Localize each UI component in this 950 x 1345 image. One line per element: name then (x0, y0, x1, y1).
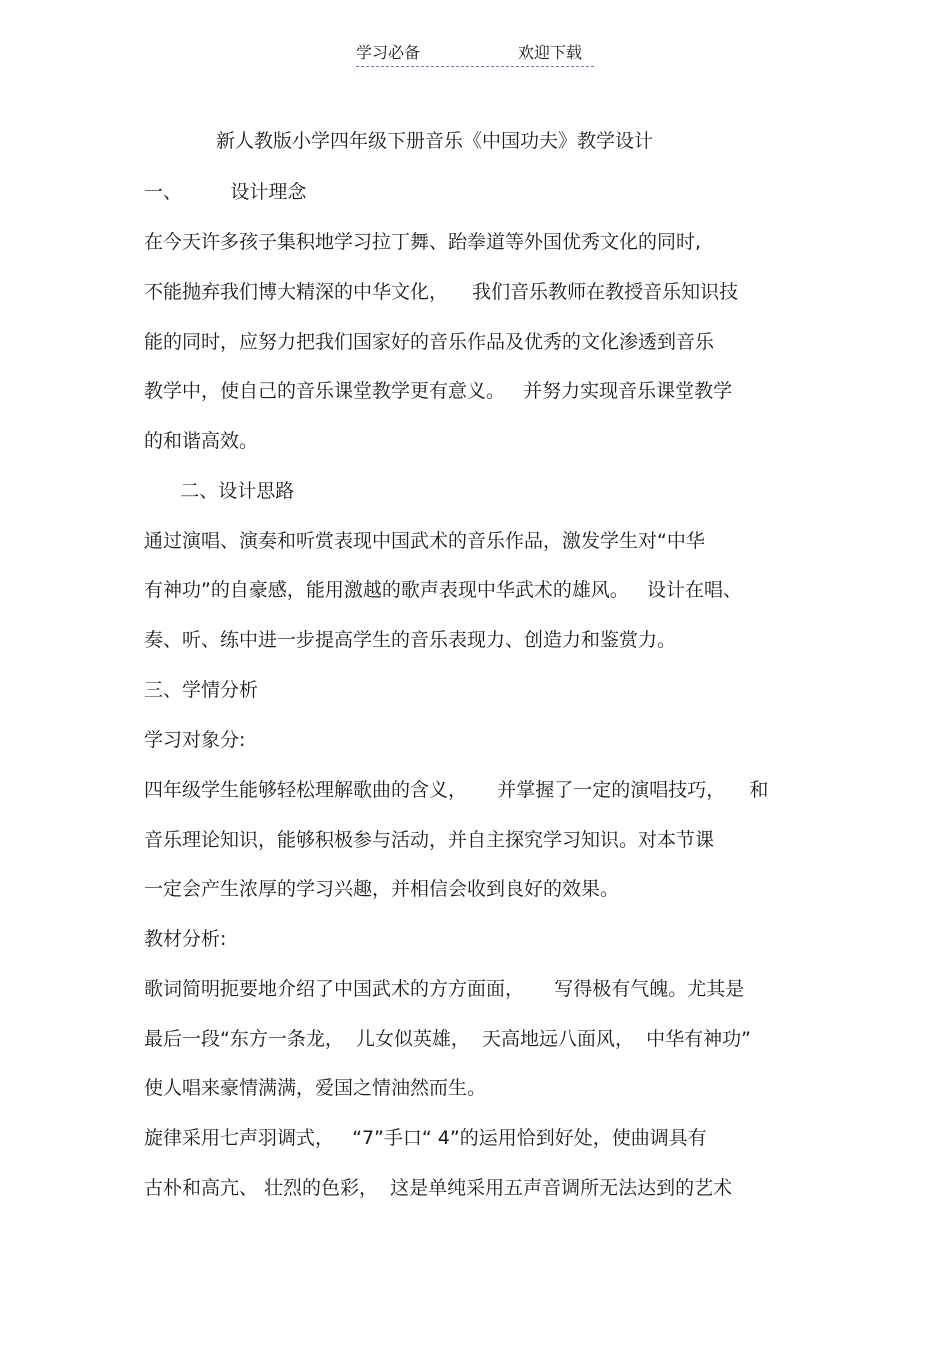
paragraph-line: 有神功”的自豪感，能用激越的歌声表现中华武术的雄风。 设计在唱、 (144, 579, 742, 601)
paragraph-line: 的和谐高效。 (144, 430, 259, 452)
paragraph-line: 通过演唱、演奏和听赏表现中国武术的音乐作品，激发学生对“中华 (144, 530, 705, 552)
paragraph-line: 不能抛弃我们博大精深的中华文化， 我们音乐教师在教授音乐知识技 (144, 281, 739, 303)
section-heading-3: 三、学情分析 (144, 679, 259, 701)
section-heading-2: 二、设计思路 (144, 480, 295, 502)
header-right-text: 欢迎下载 (518, 43, 583, 62)
subheading: 学习对象分: (144, 729, 246, 751)
paragraph-line: 一定会产生浓厚的学习兴趣，并相信会收到良好的效果。 (144, 878, 620, 900)
paragraph-line: 能的同时，应努力把我们国家好的音乐作品及优秀的文化渗透到音乐 (144, 331, 715, 353)
paragraph-line: 音乐理论知识，能够积极参与活动，并自主探究学习知识。对本节课 (144, 829, 715, 851)
page-header (356, 42, 594, 67)
paragraph-line: 古朴和高亢、 壮烈的色彩， 这是单纯采用五声音调所无法达到的艺术 (144, 1177, 733, 1199)
paragraph-line: 在今天许多孩子集积地学习拉丁舞、跆拳道等外国优秀文化的同时, (144, 231, 702, 253)
paragraph-line: 教学中，使自己的音乐课堂教学更有意义。 并努力实现音乐课堂教学 (144, 380, 733, 402)
paragraph-line: 四年级学生能够轻松理解歌曲的含义， 并掌握了一定的演唱技巧， 和 (144, 779, 769, 801)
paragraph-line: 奏、听、练中进一步提高学生的音乐表现力、创造力和鉴赏力。 (144, 629, 677, 651)
paragraph-line: 旋律采用七声羽调式， “7”手口“ 4”的运用恰到好处，使曲调具有 (144, 1127, 707, 1149)
paragraph-line: 使人唱来豪情满满，爱国之情油然而生。 (144, 1077, 487, 1099)
paragraph-line: 歌词简明扼要地介绍了中国武术的方方面面， 写得极有气魄。尤其是 (144, 978, 745, 1000)
header-left-text: 学习必备 (356, 43, 421, 62)
document-title: 新人教版小学四年级下册音乐《中国功夫》教学设计 (216, 130, 654, 152)
subheading: 教材分析: (144, 928, 227, 950)
section-heading-1: 一、 设计理念 (144, 181, 307, 203)
paragraph-line: 最后一段“东方一条龙， 儿女似英雄， 天高地远八面风， 中华有神功” (144, 1028, 751, 1050)
